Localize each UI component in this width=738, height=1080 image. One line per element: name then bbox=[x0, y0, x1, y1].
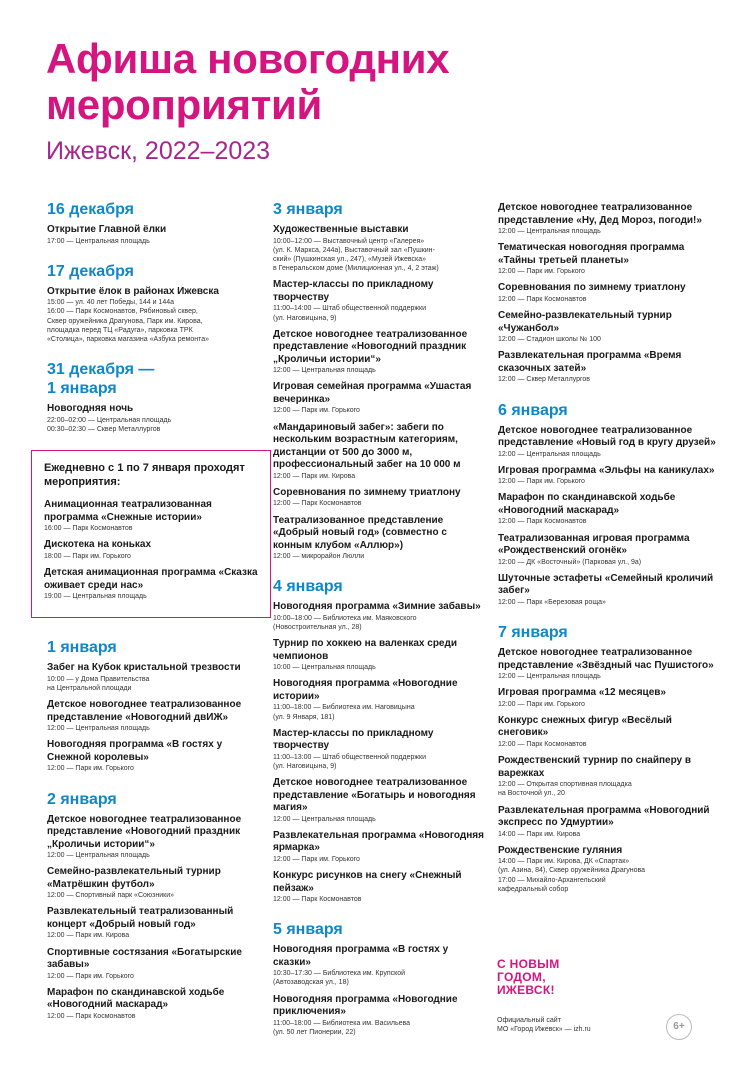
event-time-place: 00:30–02:30 — Сквер Металлургов bbox=[47, 425, 161, 433]
event-time-place: (Новостроительная ул., 28) bbox=[273, 623, 362, 631]
event-title: Детское новогоднее театрализованное представление «Новый год в кругу друзей» bbox=[498, 424, 716, 449]
event-title: Новогодняя программа «Новогодние истории» bbox=[273, 678, 458, 702]
event-title: Анимационная театрализованная программа «Снежные истории» bbox=[44, 499, 212, 523]
event-title: Конкурс снежных фигур «Весёлый снеговик» bbox=[498, 714, 672, 739]
event-time-place: 12:00 — Центральная площадь bbox=[498, 228, 601, 235]
event-item bbox=[273, 224, 488, 273]
event-item bbox=[498, 805, 723, 839]
page-subtitle: Ижевск, 2022–2023 bbox=[46, 137, 271, 165]
event-time-place: 12:00 — Парк Космонавтов bbox=[273, 896, 362, 904]
event-item bbox=[47, 814, 257, 861]
box-title: Ежедневно с 1 по 7 января проходят мероприятия: bbox=[44, 462, 245, 489]
event-item bbox=[498, 647, 723, 681]
event-time-place: 12:00 — Парк им. Горького bbox=[498, 268, 585, 276]
event-title: Развлекательная программа «Время сказочных затей» bbox=[498, 350, 682, 374]
day-section bbox=[273, 200, 488, 561]
event-time-place: 12:00 — Парк им. Горького bbox=[498, 478, 585, 486]
day-heading: 3 января bbox=[273, 201, 343, 218]
event-item bbox=[498, 755, 723, 798]
day-section bbox=[498, 623, 723, 894]
event-title: Семейно-развлекательный турнир «Матрёшкин футбол» bbox=[47, 866, 221, 890]
event-title: Детское новогоднее театрализованное представление «Богатырь и новогодняя магия» bbox=[273, 777, 476, 814]
event-time-place: (ул. 50 лет Пионерии, 22) bbox=[273, 1028, 356, 1036]
day-heading: 6 января bbox=[498, 401, 568, 419]
event-item bbox=[47, 662, 257, 693]
event-time-place: 11:00–14:00 — Штаб общественной поддержки bbox=[273, 305, 427, 313]
event-time-place: 12:00 — Парк им. Горького bbox=[273, 855, 360, 863]
event-time-place: (ул. К. Маркса, 244а), Выставочный зал «Пушкин- bbox=[273, 246, 435, 254]
event-time-place: 10:00 — Центральная площадь bbox=[273, 664, 376, 672]
event-title: Спортивные состязания «Богатырские забавы» bbox=[47, 946, 242, 971]
event-time-place: 12:00 — Парк Космонавтов bbox=[273, 500, 362, 508]
event-title: Детское новогоднее театрализованное представление «Звёздный час Пушистого» bbox=[498, 647, 714, 671]
event-time-place: 11:00–13:00 — Штаб общественной поддержки bbox=[273, 753, 427, 761]
day-section bbox=[47, 638, 257, 773]
event-item bbox=[273, 870, 488, 904]
event-item bbox=[47, 947, 257, 981]
event-title: Новогодняя программа «В гостях у Снежной королевы» bbox=[47, 739, 223, 763]
event-title: Соревнования по зимнему триатлону bbox=[273, 486, 461, 498]
event-time-place: «Столица», парковка магазина «Азбука ремонта» bbox=[47, 336, 209, 344]
event-item bbox=[273, 638, 488, 672]
event-time-place: 14:00 — Парк им. Кирова, ДК «Спартак» bbox=[498, 858, 630, 866]
event-time-place: 12:00 — Парк Космонавтов bbox=[498, 295, 587, 303]
event-item bbox=[498, 687, 723, 709]
title-line-2: мероприятий bbox=[46, 81, 322, 128]
event-title: Новогодняя программа «Зимние забавы» bbox=[273, 601, 481, 613]
event-time-place: 18:00 — Парк им. Горького bbox=[44, 552, 131, 560]
event-item bbox=[498, 310, 723, 344]
event-item bbox=[273, 279, 488, 322]
event-item bbox=[498, 202, 723, 236]
event-time-place: 12:00 — Парк Космонавтов bbox=[47, 1012, 136, 1020]
event-time-place: 12:00 — Спортивный парк «Союзники» bbox=[47, 892, 174, 900]
event-time-place: Сквер оружейника Драгунова, Парк им. Кирова, bbox=[47, 317, 203, 325]
event-time-place: 12:00 — Сквер Металлургов bbox=[498, 376, 590, 384]
event-time-place: 12:00 — Центральная площадь bbox=[498, 450, 601, 458]
event-item bbox=[44, 567, 258, 601]
event-item bbox=[44, 539, 258, 561]
event-item bbox=[498, 533, 723, 567]
site-label: Официальный сайт bbox=[497, 1017, 561, 1024]
column-1 bbox=[44, 200, 258, 1037]
event-time-place: 12:00 — Центральная площадь bbox=[47, 725, 150, 733]
event-item bbox=[47, 403, 257, 434]
event-item bbox=[498, 492, 723, 526]
event-title: Театрализованное представление «Добрый новый год» (совместно с конным клубом «Аллюр») bbox=[273, 514, 447, 551]
event-time-place: 12:00 — Парк им. Кирова bbox=[47, 932, 130, 940]
event-time-place: 12:00 — Стадион школы № 100 bbox=[498, 336, 601, 344]
event-title: Игровая программа «12 месяцев» bbox=[498, 687, 666, 699]
event-item bbox=[273, 728, 488, 771]
event-title: Художественные выставки bbox=[273, 224, 409, 235]
day-heading: 5 января bbox=[273, 921, 343, 939]
day-section bbox=[47, 360, 257, 434]
event-title: Мастер-классы по прикладному творчеству bbox=[273, 727, 434, 752]
slogan-line: ИЖЕВСК! bbox=[497, 983, 555, 997]
event-time-place: 10:00–18:00 — Библиотека им. Маяковского bbox=[273, 614, 417, 622]
event-title: Соревнования по зимнему триатлону bbox=[498, 282, 686, 294]
event-time-place: (Автозаводская ул., 18) bbox=[273, 979, 349, 987]
event-time-place: 17:00 — Центральная площадь bbox=[47, 237, 150, 245]
event-time-place: (ул. 9 Января, 181) bbox=[273, 713, 335, 721]
event-item bbox=[273, 944, 488, 987]
event-item bbox=[44, 499, 258, 533]
new-year-slogan bbox=[497, 958, 560, 997]
event-item bbox=[498, 573, 723, 607]
event-item bbox=[273, 777, 488, 824]
event-item bbox=[47, 866, 257, 900]
event-time-place: 17:00 — Михайло-Архангельский bbox=[498, 876, 606, 884]
event-time-place: 19:00 — Центральная площадь bbox=[44, 593, 147, 601]
event-time-place: ский» (Пушкинская ул., 247), «Музей Ижевска» bbox=[273, 255, 426, 263]
event-item bbox=[47, 739, 257, 773]
event-time-place: 12:00 — Парк «Березовая роща» bbox=[498, 598, 606, 606]
event-item bbox=[47, 906, 257, 940]
event-title: Детское новогоднее театрализованное представление «Новогодний праздник „Кроличьи истории“» bbox=[47, 813, 242, 850]
event-item bbox=[273, 329, 488, 376]
event-title: Игровая семейная программа «Ушастая вечеринка» bbox=[273, 381, 472, 405]
column-3-days bbox=[498, 401, 723, 895]
column-2-days bbox=[273, 200, 488, 1037]
event-title: Конкурс рисунков на снегу «Снежный пейзаж» bbox=[273, 870, 462, 894]
title-line-1: Афиша новогодних bbox=[46, 35, 450, 82]
day-section bbox=[47, 790, 257, 1022]
event-item bbox=[47, 699, 257, 733]
event-time-place: 12:00 — Парк им. Кирова bbox=[273, 472, 356, 480]
day-section bbox=[47, 262, 257, 345]
event-title: Рождественские гуляния bbox=[498, 844, 623, 856]
event-title: Игровая программа «Эльфы на каникулах» bbox=[498, 464, 715, 476]
event-item bbox=[498, 425, 723, 459]
column-2 bbox=[273, 200, 488, 1053]
day-section bbox=[47, 200, 257, 246]
event-time-place: 12:00 — Парк Космонавтов bbox=[498, 740, 587, 748]
event-title: Открытие Главной ёлки bbox=[47, 224, 167, 235]
event-title: Детское новогоднее театрализованное представление «Новогодний праздник „Кроличьи истории“» bbox=[273, 328, 468, 365]
event-title: Детское новогоднее театрализованное представление «Ну, Дед Мороз, погоди!» bbox=[498, 202, 702, 226]
event-time-place: 12:00 — Парк им. Горького bbox=[47, 972, 134, 980]
event-time-place: (ул. Азина, 84), Сквер оружейника Драгунова bbox=[498, 867, 646, 875]
event-item bbox=[498, 845, 723, 894]
event-time-place: 22:00–02:00 — Центральная площадь bbox=[47, 416, 172, 424]
event-time-place: 12:00 — Открытая спортивная площадка bbox=[498, 781, 632, 789]
official-site bbox=[497, 1016, 591, 1034]
day-heading: 16 декабря bbox=[47, 201, 134, 218]
event-time-place: 11:00–18:00 — Библиотека им. Наговицына bbox=[273, 704, 415, 712]
event-time-place: (ул. Наговицына, 9) bbox=[273, 314, 337, 322]
day-heading: 2 января bbox=[47, 790, 117, 808]
page-title bbox=[46, 36, 646, 128]
event-item bbox=[273, 601, 488, 632]
column-3 bbox=[498, 202, 723, 910]
event-title: Семейно-развлекательный турнир «Чужанбол» bbox=[498, 310, 672, 334]
event-title: Марафон по скандинавской ходьбе «Новогодний маскарад» bbox=[498, 492, 676, 516]
event-title: Тематическая новогодняя программа «Тайны третьей планеты» bbox=[498, 242, 685, 266]
event-title: Новогодняя программа «В гостях у сказки» bbox=[273, 944, 449, 968]
event-item bbox=[273, 422, 488, 481]
event-time-place: 12:00 — ДК «Восточный» (Парковая ул., 9а) bbox=[498, 558, 642, 566]
event-title: Развлекательная программа «Новогодняя ярмарка» bbox=[273, 829, 484, 854]
event-time-place: 12:00 — Центральная площадь bbox=[273, 815, 376, 823]
event-time-place: 10:30–17:30 — Библиотека им. Крупской bbox=[273, 970, 406, 978]
event-time-place: 12:00 — Парк им. Горького bbox=[273, 407, 360, 415]
day-section bbox=[498, 401, 723, 608]
event-time-place: 14:00 — Парк им. Кирова bbox=[498, 830, 581, 838]
event-time-place: 16:00 — Парк Космонавтов bbox=[44, 525, 133, 533]
event-time-place: площадка перед ТЦ «Радуга», парковка ТРК bbox=[47, 326, 193, 334]
day-heading: 4 января bbox=[273, 578, 343, 596]
event-title: Театрализованная игровая программа «Рождественский огонёк» bbox=[498, 532, 690, 557]
column-3-continued-events bbox=[498, 202, 723, 385]
event-title: Турнир по хоккею на валенках среди чемпионов bbox=[273, 638, 457, 662]
event-item bbox=[273, 830, 488, 864]
event-time-place: на Центральной площади bbox=[47, 684, 132, 692]
event-title: Мастер-классы по прикладному творчеству bbox=[273, 279, 434, 303]
event-item bbox=[273, 381, 488, 415]
box-events bbox=[44, 499, 258, 601]
event-title: Детское новогоднее театрализованное представление «Новогодний двИЖ» bbox=[47, 699, 242, 723]
event-title: Забег на Кубок кристальной трезвости bbox=[47, 662, 241, 674]
event-time-place: 12:00 — Центральная площадь bbox=[47, 852, 150, 860]
event-title: Дискотека на коньках bbox=[44, 539, 152, 551]
event-item bbox=[273, 994, 488, 1037]
event-time-place: 10:00–12:00 — Выставочный центр «Галерея» bbox=[273, 237, 425, 245]
column-1-bottom bbox=[47, 638, 257, 1021]
event-time-place: 11:00–18:00 — Библиотека им. Васильева bbox=[273, 1019, 411, 1027]
event-time-place: в Генеральском доме (Милиционная ул., 4, 2 этаж) bbox=[273, 265, 439, 273]
event-time-place: 15:00 — ул. 40 лет Победы, 144 и 144а bbox=[47, 299, 175, 307]
event-item bbox=[273, 678, 488, 721]
day-heading: 7 января bbox=[498, 624, 568, 642]
day-heading: 17 декабря bbox=[47, 262, 134, 280]
event-time-place: 12:00 — микрорайон Люлли bbox=[273, 553, 365, 561]
event-title: Рождественский турнир по снайперу в варежках bbox=[498, 755, 692, 779]
event-time-place: 16:00 — Парк Космонавтов, Рябиновый сквер, bbox=[47, 308, 198, 316]
event-time-place: кафедральный собор bbox=[498, 885, 569, 893]
event-item bbox=[273, 515, 488, 562]
event-time-place: 12:00 — Центральная площадь bbox=[498, 673, 601, 681]
event-title: Новогодняя программа «Новогодние приключения» bbox=[273, 993, 458, 1018]
event-item bbox=[47, 987, 257, 1021]
event-time-place: (ул. Наговицына, 9) bbox=[273, 762, 337, 770]
event-item bbox=[498, 465, 723, 487]
day-heading: 31 декабря — 1 января bbox=[47, 361, 155, 398]
slogan-line: С НОВЫМ bbox=[497, 957, 560, 971]
event-time-place: 10:00 — у Дома Правительства bbox=[47, 675, 150, 683]
daily-events-box bbox=[31, 450, 271, 618]
event-title: Шуточные эстафеты «Семейный кроличий забег» bbox=[498, 572, 714, 597]
event-time-place: на Восточной ул., 20 bbox=[498, 790, 565, 798]
event-title: Развлекательный театрализованный концерт «Добрый новый год» bbox=[47, 906, 234, 930]
day-section bbox=[273, 920, 488, 1037]
event-time-place: 12:00 — Парк им. Горького bbox=[47, 765, 134, 773]
slogan-line: ГОДОМ, bbox=[497, 970, 546, 984]
event-item bbox=[498, 715, 723, 749]
event-item bbox=[273, 487, 488, 509]
event-item bbox=[47, 286, 257, 345]
column-1-top bbox=[47, 200, 257, 434]
event-title: Развлекательная программа «Новогодний экспресс по Удмуртии» bbox=[498, 804, 710, 829]
event-item bbox=[498, 350, 723, 384]
event-time-place: 12:00 — Парк им. Горького bbox=[498, 700, 585, 708]
event-title: Детская анимационная программа «Сказка оживает среди нас» bbox=[44, 567, 258, 591]
event-title: Марафон по скандинавской ходьбе «Новогодний маскарад» bbox=[47, 986, 225, 1011]
event-title: Открытие ёлок в районах Ижевска bbox=[47, 285, 219, 297]
event-time-place: 12:00 — Парк Космонавтов bbox=[498, 518, 587, 526]
day-section bbox=[273, 577, 488, 904]
event-title: Новогодняя ночь bbox=[47, 403, 134, 415]
event-time-place: 12:00 — Центральная площадь bbox=[273, 367, 376, 375]
event-title: «Мандариновый забег»: забеги по нескольким возрастным категориям, дистанции от 500 до 3000 м, профессиональный забег на 10 000 м bbox=[273, 421, 461, 471]
event-item bbox=[498, 282, 723, 304]
site-address[interactable]: МО «Город Ижевск» — izh.ru bbox=[497, 1026, 591, 1033]
age-rating-badge: 6+ bbox=[666, 1014, 692, 1040]
event-item bbox=[47, 224, 257, 246]
day-heading: 1 января bbox=[47, 639, 117, 657]
event-item bbox=[498, 242, 723, 276]
